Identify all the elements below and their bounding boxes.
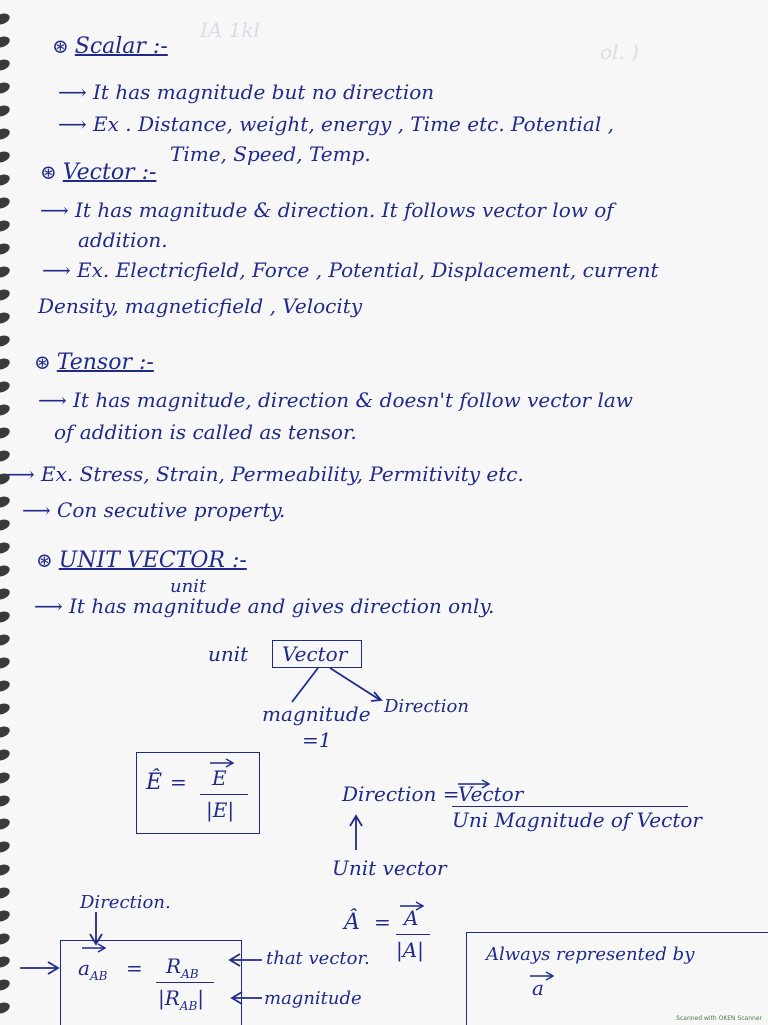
tensor-definition-cont: of addition is called as tensor. <box>54 420 357 444</box>
a-vector: a <box>532 976 544 1000</box>
tensor-heading: ⊛ Tensor :- <box>34 350 154 375</box>
scalar-definition: ⟶ It has magnitude but no direction <box>58 80 435 104</box>
scalar-examples-cont: Time, Speed, Temp. <box>170 142 371 166</box>
e-hat: Ê <box>146 770 163 795</box>
vector-examples: ⟶ Ex. Electricfield, Force , Potential, Displacement, current <box>42 258 659 282</box>
e-numerator: E <box>212 766 227 790</box>
aab-lhs: $a_{AB}$ <box>78 956 108 983</box>
unit-vector-definition: ⟶ It has magnitude and gives direction only. <box>34 594 495 618</box>
aab-equals: = <box>126 956 143 980</box>
aab-fraction-bar <box>156 982 214 983</box>
e-fraction-bar <box>200 794 248 795</box>
aab-denominator: $|R_{AB}|$ <box>158 986 205 1013</box>
direction-denominator: Uni Magnitude of Vector <box>452 808 702 832</box>
diagram-eq1: =1 <box>302 728 332 752</box>
ghost-text: ol. ) <box>600 40 639 64</box>
vector-definition-cont: addition. <box>78 228 168 252</box>
unit-insert: unit <box>170 576 207 597</box>
direction-numerator: Vector <box>458 782 524 806</box>
tensor-definition: ⟶ It has magnitude, direction & doesn't follow vector law <box>38 388 633 412</box>
aab-numerator: $R_{AB}$ <box>166 954 199 981</box>
diagram-magnitude: magnitude <box>262 702 371 726</box>
vector-definition: ⟶ It has magnitude & direction. It follows vector low of <box>40 198 614 222</box>
diagram-direction: Direction <box>384 696 469 717</box>
e-equals: = <box>170 770 187 794</box>
that-vector-note: that vector. <box>266 948 370 969</box>
direction-label: Direction = <box>342 782 460 806</box>
e-denominator: |E| <box>206 798 235 822</box>
diagram-unit: unit <box>208 642 249 666</box>
a-equals: = <box>374 910 391 934</box>
vector-examples-cont: Density, magneticfield , Velocity <box>38 294 363 318</box>
scalar-examples: ⟶ Ex . Distance, weight, energy , Time etc. Potential , <box>58 112 614 136</box>
unit-vector-label: Unit vector <box>332 856 447 880</box>
scanner-watermark: Scanned with OKEN Scanner <box>676 1015 762 1022</box>
diagram-vector: Vector <box>282 642 348 666</box>
always-note: Always represented by <box>486 944 695 965</box>
tensor-note: ⟶ Con secutive property. <box>22 498 286 522</box>
ghost-text: IA 1kl <box>200 18 260 42</box>
a-fraction-bar <box>396 934 430 935</box>
a-numerator: A <box>404 906 419 930</box>
direction-note: Direction. <box>80 892 171 913</box>
a-denominator: |A| <box>396 938 424 962</box>
unit-vector-heading: ⊛ UNIT VECTOR :- <box>36 548 247 573</box>
tensor-examples: ⟶ Ex. Stress, Strain, Permeability, Permitivity etc. <box>6 462 524 486</box>
a-hat: Â <box>344 910 360 935</box>
scalar-heading: ⊛ Scalar :- <box>52 34 168 59</box>
vector-heading: ⊛ Vector :- <box>40 160 157 185</box>
direction-fraction-bar <box>452 806 688 807</box>
magnitude-note: magnitude <box>264 988 362 1009</box>
